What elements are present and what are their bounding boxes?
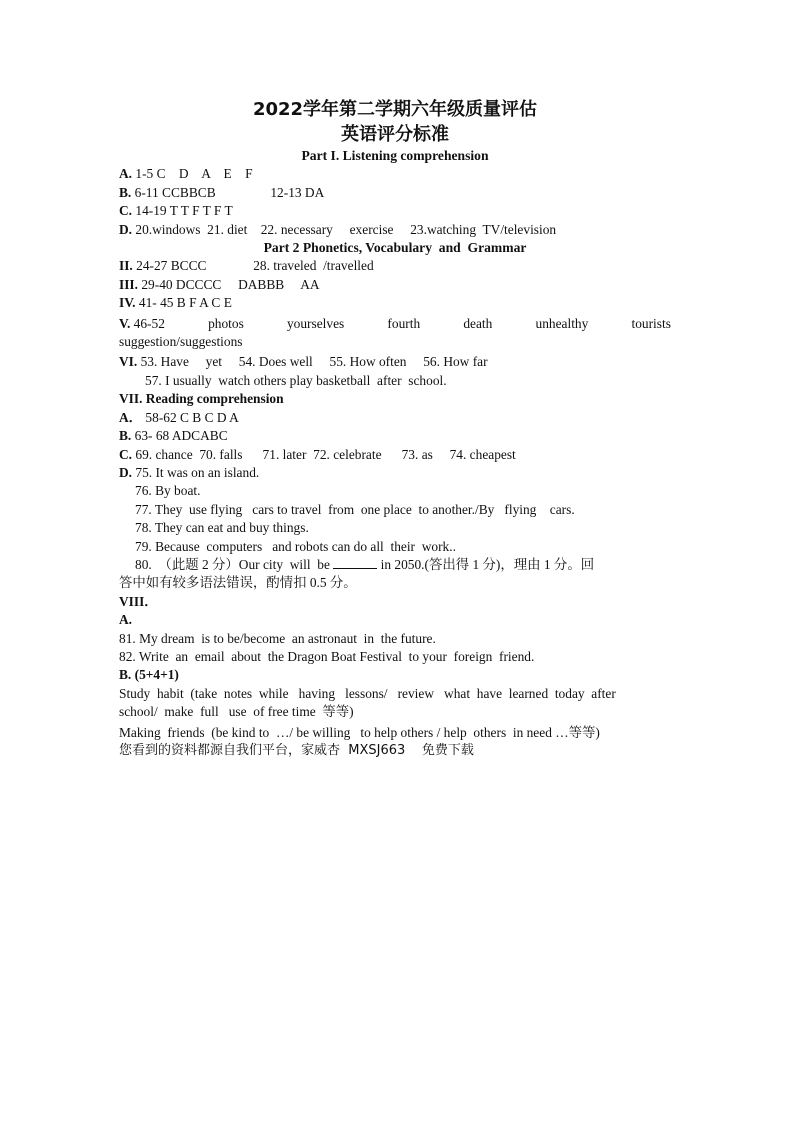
section-label: B. (119, 428, 132, 444)
answer-word: fourth (387, 315, 421, 331)
answer-word: 46-52 (133, 315, 165, 331)
part3-section-c (119, 446, 671, 464)
part3-item-80 (119, 556, 671, 574)
answer-key-page (119, 97, 671, 760)
footer-note: 您看到的资料都源自我们平台，家威杏 MXSJ663 免费下载 (119, 743, 474, 758)
section-label: A． (119, 409, 143, 425)
answer-text: 69. chance 70. falls 71. later 72. celebrate 73. as 74. cheapest (135, 446, 516, 462)
blank-underline (333, 556, 377, 569)
part1-section-d (119, 221, 671, 239)
section-label: VI. (119, 354, 138, 370)
section-label: V. (119, 315, 131, 331)
part4-item-82: 82. Write an email about the Dragon Boat Festival to your foreign friend. (119, 648, 535, 664)
part2-section-iv (119, 294, 671, 312)
answer-text: 12-13 DA (270, 184, 325, 200)
answer-word: unhealthy (535, 315, 589, 331)
part2-item-57: 57. I usually watch others play basketball after school. (145, 372, 447, 388)
part3-section-b (119, 427, 671, 445)
answer-text: in 2050.(答出得 1 分)，理由 1 分。回 (380, 556, 595, 572)
document-title: 2022学年第二学期六年级质量评估 (252, 99, 538, 120)
answer-text: 75. It was on an island. (135, 464, 260, 480)
part4-heading: VIII． (119, 593, 158, 609)
answer-text: 28. traveled /travelled (253, 258, 374, 274)
part1-section-b (119, 184, 671, 202)
part3-item-80-note: 答中如有较多语法错误，酌情扣 0.5 分。 (119, 575, 357, 591)
document-subtitle: 英语评分标准 (341, 124, 449, 145)
answer-text: 58-62 C B C D A (145, 409, 239, 425)
part1-heading: Part I. Listening comprehension (301, 148, 489, 163)
answer-text: 53. Have yet 54. Does well 55. How often 56. How far (140, 354, 488, 370)
section-label: B. (119, 184, 132, 200)
section-label: D. (119, 464, 133, 480)
part3-section-d (119, 464, 671, 482)
answer-text: 1-5 C D A E F (135, 166, 253, 182)
part3-item-79: 79. Because computers and robots can do all their work.. (135, 538, 456, 554)
part2-heading: Part 2 Phonetics, Vocabulary and Grammar (263, 240, 527, 256)
answer-text: 80. （此题 2 分）Our city will be (135, 556, 330, 572)
part4-section-b-label: B. (5+4+1) (119, 667, 179, 683)
part3-section-a (119, 409, 671, 427)
answer-text: 41- 45 B F A C E (138, 295, 232, 311)
part4-study-habit-cont: school/ make full use of free time 等等) (119, 704, 354, 720)
answer-text: 14-19 T T F T F T (135, 203, 233, 219)
section-label: II. (119, 258, 133, 274)
part4-section-a-label: A. (119, 612, 133, 628)
section-label: C. (119, 446, 133, 462)
part2-section-vi (119, 353, 671, 371)
part2-section-iii (119, 276, 671, 294)
part2-section-ii (119, 257, 671, 275)
section-label: C. (119, 203, 133, 219)
section-label: D. (119, 221, 133, 237)
answer-text: 63- 68 ADCABC (134, 428, 228, 444)
part3-item-78: 78. They can eat and buy things. (135, 520, 309, 536)
part4-study-habit: Study habit (take notes while having lessons/ review what have learned today after (119, 685, 616, 701)
answer-text: 24-27 BCCC (136, 258, 207, 274)
part1-section-c (119, 202, 671, 220)
part2-section-v (119, 315, 671, 333)
part4-item-81: 81. My dream is to be/become an astronaut in the future. (119, 630, 436, 646)
answer-word: photos (208, 315, 244, 331)
part4-making-friends: Making friends (be kind to …/ be willing to help others / help others in need …等等) (119, 724, 600, 740)
answer-word: tourists (631, 315, 671, 331)
answer-word: death (463, 315, 493, 331)
section-label: IV. (119, 295, 136, 311)
answer-text: 6-11 CCBBCB (134, 184, 216, 200)
part3-item-77: 77. They use flying cars to travel from one place to another./By flying cars. (135, 501, 575, 517)
section-label: III. (119, 276, 138, 292)
section-label: A. (119, 166, 133, 182)
answer-word: yourselves (286, 315, 345, 331)
part3-item-76: 76. By boat. (135, 483, 201, 499)
part1-section-a (119, 165, 671, 183)
answer-text: 20.windows 21. diet 22. necessary exercise 23.watching TV/television (135, 221, 557, 237)
part3-heading: VII. Reading comprehension (119, 391, 284, 407)
part2-section-v-continued: suggestion/suggestions (119, 334, 243, 350)
answer-text: 29-40 DCCCC DABBB AA (141, 276, 320, 292)
